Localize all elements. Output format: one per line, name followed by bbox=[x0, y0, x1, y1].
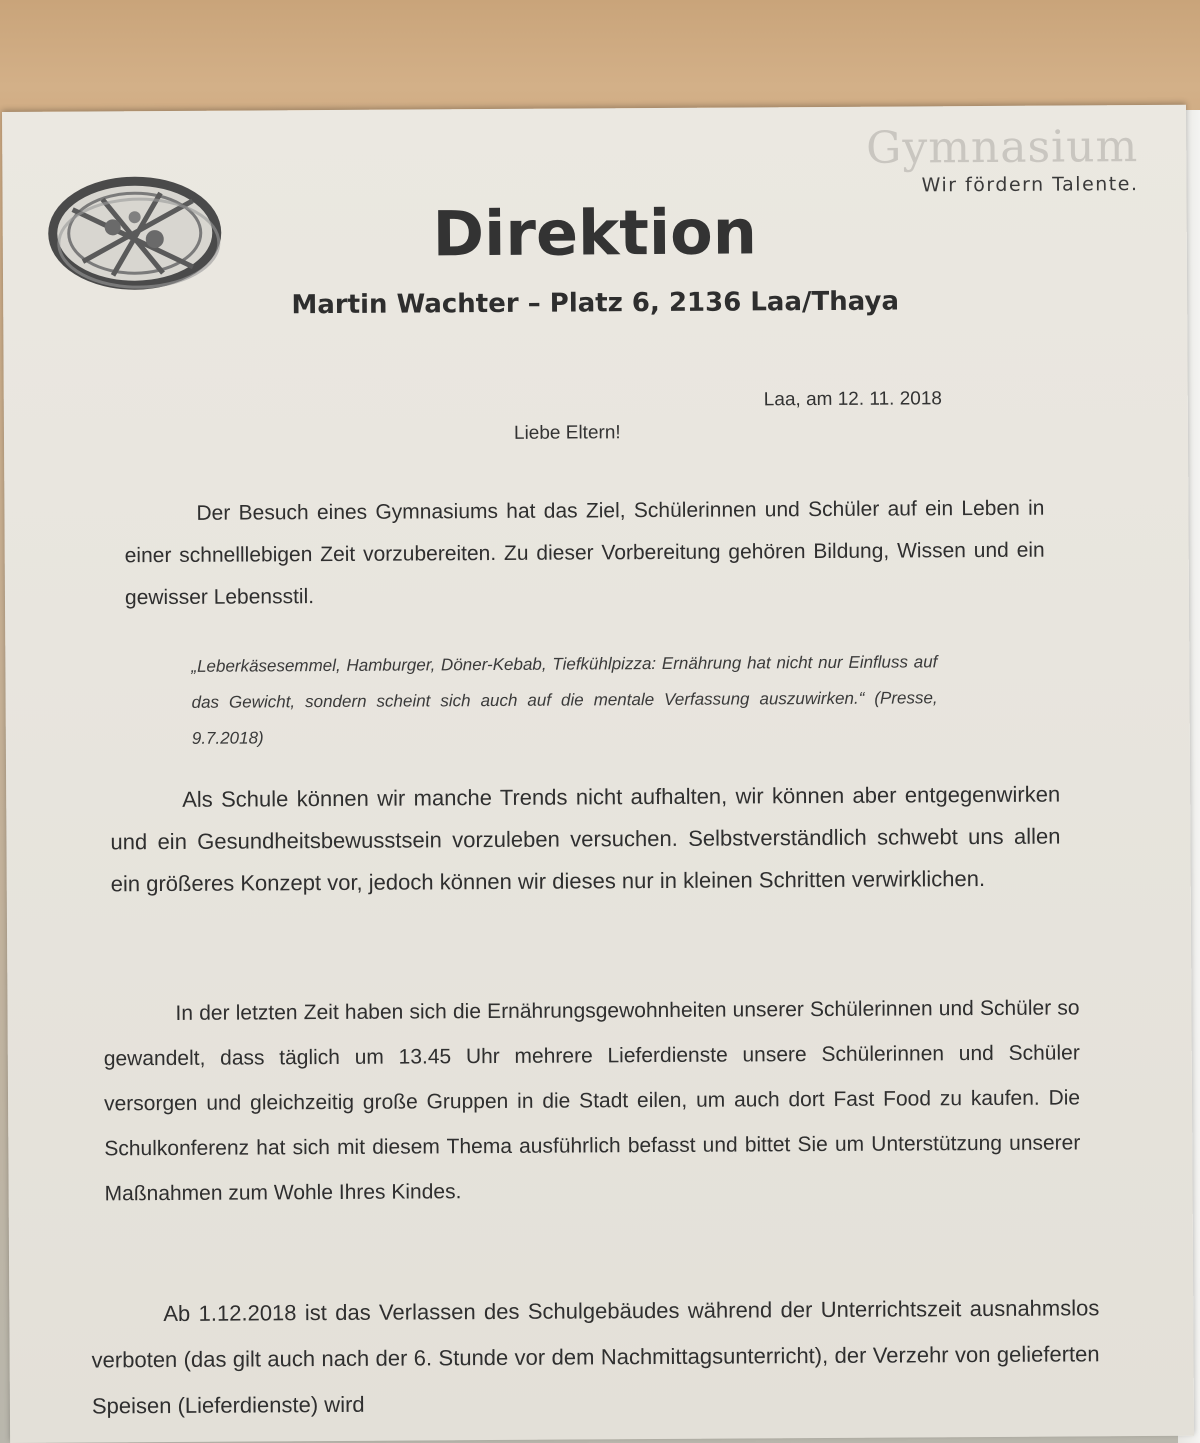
paragraph-2 bbox=[110, 774, 1061, 906]
paragraph-2-text: Als Schule können wir manche Trends nicht aufhalten, wir können aber entgegenwirken und ein Gesundheitsbewusstsein vorzuleben versuchen. Selbstverständlich schwebt uns allen ein größeres Konzept vor, jedoch können wir dieses nur in kleinen Schritten verwirklichen. bbox=[110, 781, 1061, 897]
page-title: Direktion bbox=[432, 195, 758, 271]
press-quote: „Leberkäsesemmel, Hamburger, Döner-Kebab, Tiefkühlpizza: Ernährung hat nicht nur Einfluss auf das Gewicht, sondern scheint sich auch auf die mentale Verfassung auszuwirken.“ (Presse, 9.7.2018) bbox=[191, 652, 938, 748]
letter-page bbox=[2, 105, 1194, 1443]
paragraph-4-text: Ab 1.12.2018 ist das Verlassen des Schulgebäudes während der Unterrichtszeit ausnahmslos verboten (das gilt auch nach der 6. Stunde vor dem Nachmittagsunterricht), der Verzehr von gelieferten Speisen (Lieferdienste) wird bbox=[91, 1295, 1100, 1419]
paragraph-3 bbox=[103, 985, 1080, 1216]
paragraph-4 bbox=[91, 1285, 1100, 1429]
paragraph-1 bbox=[124, 488, 1045, 620]
brand-tagline: Wir fördern Talente. bbox=[921, 173, 1139, 197]
brand-block bbox=[866, 121, 1139, 197]
letter-date: Laa, am 12. 11. 2018 bbox=[763, 388, 943, 411]
brand-name: Gymnasium bbox=[866, 121, 1139, 174]
school-address: Martin Wachter – Platz 6, 2136 Laa/Thaya bbox=[291, 286, 900, 321]
paragraph-3-text: In der letzten Zeit haben sich die Ernährungsgewohnheiten unserer Schülerinnen und Schüler so gewandelt, dass täglich um 13.45 Uhr mehrere Lieferdienste unsere Schülerinnen und Schüler versorgen und gleichzeitig große Gruppen in die Stadt eilen, um auch dort Fast Food zu kaufen. Die Schulkonferenz hat sich mit diesem Thema ausführlich befasst und bittet Sie um Unterstützung unserer Maßnahmen zum Wohle Ihres Kindes. bbox=[103, 996, 1081, 1206]
letter-greeting: Liebe Eltern! bbox=[513, 422, 621, 444]
paragraph-1-text: Der Besuch eines Gymnasiums hat das Ziel, Schülerinnen und Schüler auf ein Leben in einer schnelllebigen Zeit vorzubereiten. Zu dieser Vorbereitung gehören Bildung, Wissen und ein gewisser Lebensstil. bbox=[124, 496, 1045, 610]
